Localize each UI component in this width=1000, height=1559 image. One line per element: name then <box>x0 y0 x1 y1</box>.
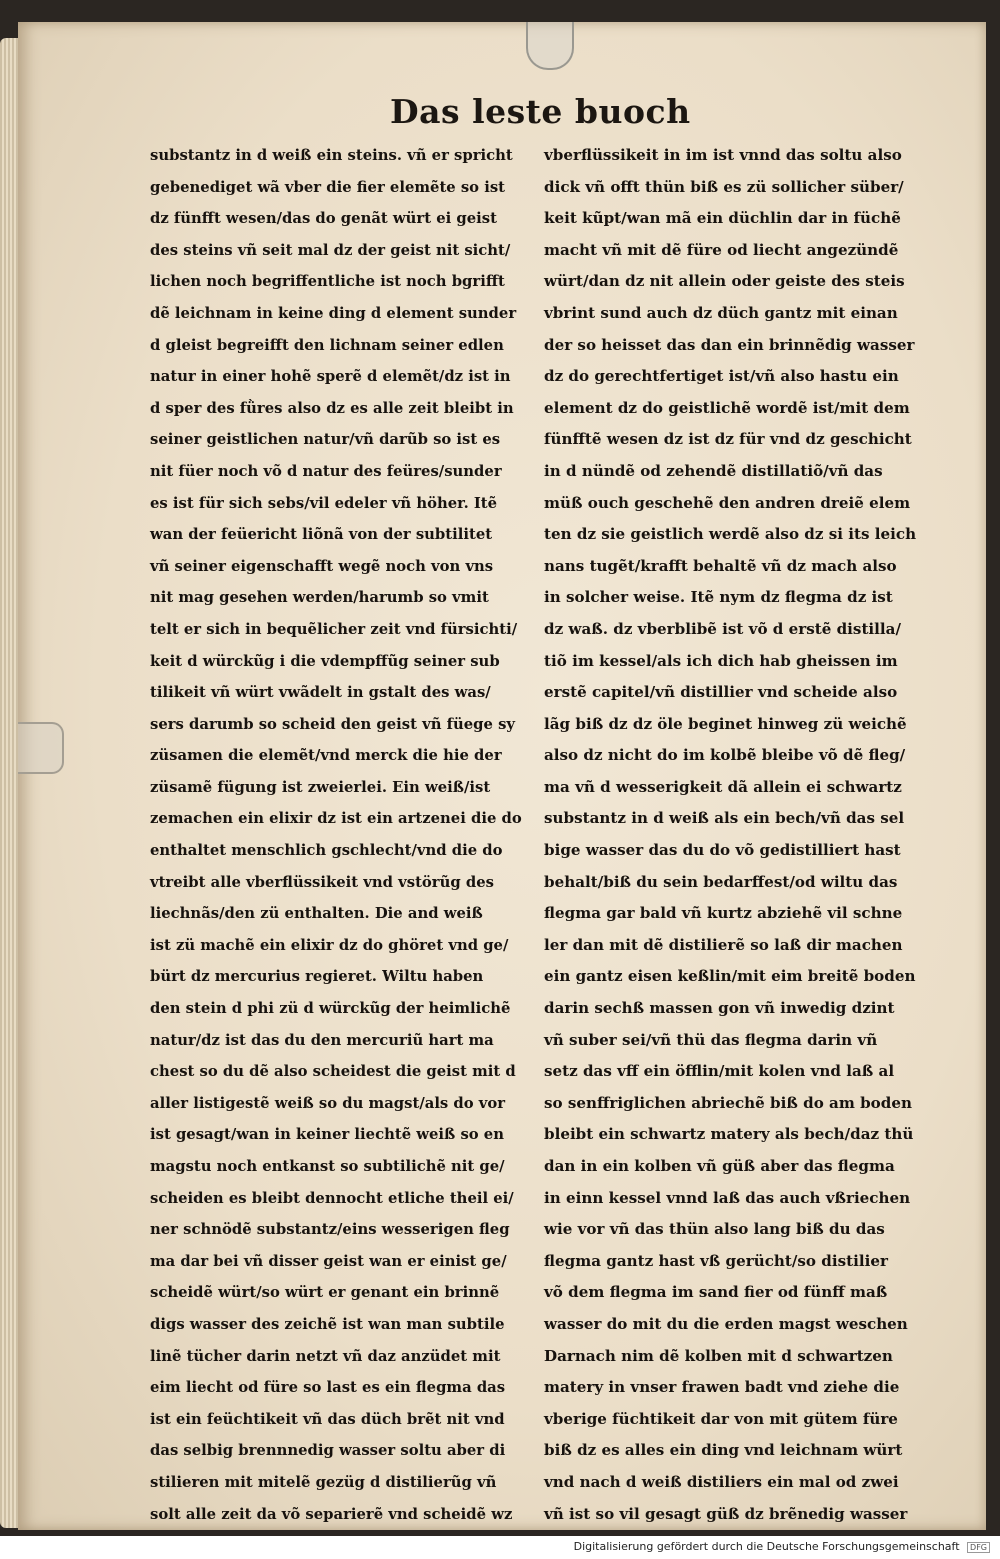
footer-credit-wrap <box>574 1540 990 1553</box>
text-line: natur/dz ist das du den mercuriũ hart ma <box>150 1030 494 1049</box>
text-line: sers darumb so scheid den geist vñ füege sy <box>150 714 516 733</box>
text-line: in einn kessel vnnd laß das auch vßriechen <box>544 1188 911 1207</box>
text-line: lãg biß dz dz öle beginet hinweg zü weichẽ <box>544 714 907 733</box>
running-title: Das leste buoch <box>390 92 691 131</box>
text-line: ma dar bei vñ disser geist wan er einist ge/ <box>150 1251 507 1270</box>
text-line: seiner geistlichen natur/vñ darũb so ist es <box>150 430 501 449</box>
text-line: lichen noch begriffentliche ist noch bgrifft <box>150 272 505 291</box>
text-line: wie vor vñ das thün also lang biß du das <box>544 1220 885 1239</box>
text-line: keit d würckũg i die vdempffũg seiner sub <box>150 651 500 670</box>
text-line: behalt/biß du sein bedarffest/od wiltu das <box>544 872 898 891</box>
left-text-column <box>150 140 527 1530</box>
text-line: linẽ tücher darin netzt vñ daz anzüdet mit <box>150 1346 501 1365</box>
text-line: flegma gar bald vñ kurtz abziehẽ vil schne <box>544 904 903 923</box>
text-line: stilieren mit mitelẽ gezüg d distilierũg vñ <box>150 1472 497 1491</box>
page-clip <box>526 22 574 70</box>
text-line: keit kũpt/wan mã ein düchlin dar in füchẽ <box>544 209 901 228</box>
text-line: d sper des fǜres also dz es alle zeit bleibt in <box>150 398 514 417</box>
text-line: substantz in d weiß ein steins. vñ er spricht <box>150 146 513 164</box>
text-line: aller listigestẽ weiß so du magst/als do vor <box>150 1093 506 1112</box>
text-line: vnd nach d weiß distiliers ein mal od zwei <box>544 1472 899 1491</box>
text-line: digs wasser des zeichẽ ist wan man subtile <box>150 1314 505 1333</box>
text-line: dz waß. dz vberblibẽ ist võ d erstẽ distilla/ <box>544 619 901 638</box>
text-line: erstẽ capitel/vñ distillier vnd scheide also <box>544 683 898 702</box>
text-line: d gleist begreifft den lichnam seiner edlen <box>150 335 504 354</box>
text-line: substantz in d weiß als ein bech/vñ das sel <box>544 809 905 828</box>
text-line: gebenediget wã vber die fier elemẽte so ist <box>150 177 506 196</box>
text-line: in solcher weise. Itẽ nym dz flegma dz ist <box>544 588 893 607</box>
text-line: ten dz sie geistlich werdẽ also dz si its leich <box>544 525 917 544</box>
text-line: telt er sich in bequẽlicher zeit vnd fürsichti/ <box>150 619 518 638</box>
text-line: biß dz es alles ein ding vnd leichnam würt <box>544 1441 903 1460</box>
text-line: scheiden es bleibt dennocht etliche theil ei/ <box>150 1188 514 1207</box>
text-line: nit füer noch võ d natur des feüres/sunder <box>150 461 502 480</box>
text-line: züsamen die elemẽt/vnd merck die hie der <box>150 746 502 765</box>
text-line: in d nündẽ od zehendẽ distillatiõ/vñ das <box>544 461 883 480</box>
text-line: ist zü machẽ ein elixir dz do ghöret vnd ge/ <box>150 935 509 954</box>
text-line: dan in ein kolben vñ güß aber das flegma <box>544 1157 895 1175</box>
text-line: wan der feüericht liõnã von der subtilitet <box>150 525 493 544</box>
text-line: dẽ leichnam in keine ding d element sunder <box>150 303 517 322</box>
text-line: nit mag gesehen werden/harumb so vmit <box>150 588 489 607</box>
right-text-column <box>544 140 917 1530</box>
text-line: dick vñ offt thün biß es zü sollicher süber/ <box>544 177 904 196</box>
text-line: fünfftẽ wesen dz ist dz für vnd dz geschicht <box>544 430 912 449</box>
text-line: vñ suber sei/vñ thü das flegma darin vñ <box>544 1030 878 1049</box>
text-line: das selbig brennnedig wasser soltu aber di <box>150 1441 506 1460</box>
text-line: vberige füchtikeit dar von mit gütem füre <box>544 1409 898 1428</box>
text-line: zemachen ein elixir dz ist ein artzenei die do <box>150 809 522 828</box>
text-line: ner schnödẽ substantz/eins wesserigen fleg <box>150 1220 510 1239</box>
text-line: võ dem flegma im sand fier od fünff maß <box>544 1283 888 1302</box>
text-line: vberflüssikeit in im ist vnnd das soltu also <box>544 146 902 164</box>
text-line: bige wasser das du do võ gedistilliert hast <box>544 841 901 860</box>
text-line: ma vñ d wesserigkeit dã allein ei schwartz <box>544 777 902 796</box>
text-line: vñ ist so vil gesagt güß dz brẽnedig wasser <box>544 1504 908 1523</box>
text-line: vñ seiner eigenschafft wegẽ noch von vns <box>150 556 494 575</box>
text-line: nans tugẽt/krafft behaltẽ vñ dz mach also <box>544 556 897 575</box>
text-line: element dz do geistlichẽ wordẽ ist/mit dem <box>544 398 910 417</box>
text-line: der so heisset das dan ein brinnẽdig wasser <box>544 335 915 354</box>
text-line: matery in vnser frawen badt vnd ziehe die <box>544 1378 900 1397</box>
text-line: bleibt ein schwartz matery als bech/daz thü <box>544 1125 914 1144</box>
text-line: liechnãs/den zü enthalten. Die and weiß <box>150 904 483 923</box>
text-line: bürt dz mercurius regieret. Wiltu haben <box>150 967 484 986</box>
text-line: natur in einer hohẽ sperẽ d elemẽt/dz ist in <box>150 367 511 386</box>
text-line: es ist für sich sebs/vil edeler vñ höher. Itẽ <box>150 493 498 512</box>
text-line: wasser do mit du die erden magst weschen <box>544 1314 908 1333</box>
text-line: solt alle zeit da võ separierẽ vnd scheidẽ wz <box>150 1504 513 1523</box>
text-line: dz do gerechtfertiget ist/vñ also hastu ein <box>544 367 899 386</box>
footer-credit: Digitalisierung gefördert durch die Deutsche Forschungsgemeinschaft <box>573 1540 960 1553</box>
text-line: eim liecht od füre so last es ein flegma das <box>150 1378 506 1397</box>
page-tab <box>18 722 64 774</box>
text-line: enthaltet menschlich gschlecht/vnd die do <box>150 841 503 860</box>
text-line: müß ouch geschehẽ den andren dreiẽ elem <box>544 493 911 512</box>
text-line: tiõ im kessel/als ich dich hab gheissen im <box>544 651 898 670</box>
text-line: also dz nicht do im kolbẽ bleibe võ dẽ fleg/ <box>544 746 906 765</box>
text-line: züsamẽ fügung ist zweierlei. Ein weiß/ist <box>150 777 491 796</box>
digitization-footer <box>0 1536 1000 1559</box>
text-line: ist ein feüchtikeit vñ das düch brẽt nit vnd <box>150 1409 505 1428</box>
text-line: ist gesagt/wan in keiner liechtẽ weiß so en <box>150 1125 504 1144</box>
text-line: vbrint sund auch dz düch gantz mit einan <box>544 303 898 322</box>
text-line: würt/dan dz nit allein oder geiste des steis <box>544 272 905 291</box>
text-line: des steins vñ seit mal dz der geist nit sicht/ <box>150 240 511 259</box>
text-line: dz fünfft wesen/das do genãt würt ei geist <box>150 209 497 228</box>
text-line: darin sechß massen gon vñ inwedig dzint <box>544 999 895 1018</box>
text-line: scheidẽ würt/so würt er genant ein brinnẽ <box>150 1283 500 1302</box>
text-line: flegma gantz hast vß gerücht/so distilier <box>544 1251 888 1270</box>
text-line: tilikeit vñ würt vwãdelt in gstalt des was/ <box>150 683 491 702</box>
text-line: ler dan mit dẽ distilierẽ so laß dir machen <box>544 935 903 954</box>
dfg-logo: DFG <box>967 1542 990 1553</box>
text-line: macht vñ mit dẽ füre od liecht angezündẽ <box>544 240 899 259</box>
text-line: magstu noch entkanst so subtilichẽ nit ge/ <box>150 1157 505 1175</box>
text-line: vtreibt alle vberflüssikeit vnd vstörũg des <box>150 872 494 891</box>
text-line: so senffriglichen abriechẽ biß do am boden <box>544 1093 912 1112</box>
text-line: den stein d phi zü d würckũg der heimlichẽ <box>150 999 511 1018</box>
text-line: ein gantz eisen keßlin/mit eim breitẽ boden <box>544 967 916 986</box>
text-line: setz das vff ein öfflin/mit kolen vnd laß al <box>544 1062 895 1081</box>
text-line: Darnach nim dẽ kolben mit d schwartzen <box>544 1346 893 1365</box>
text-line: chest so du dẽ also scheidest die geist mit d <box>150 1062 516 1081</box>
